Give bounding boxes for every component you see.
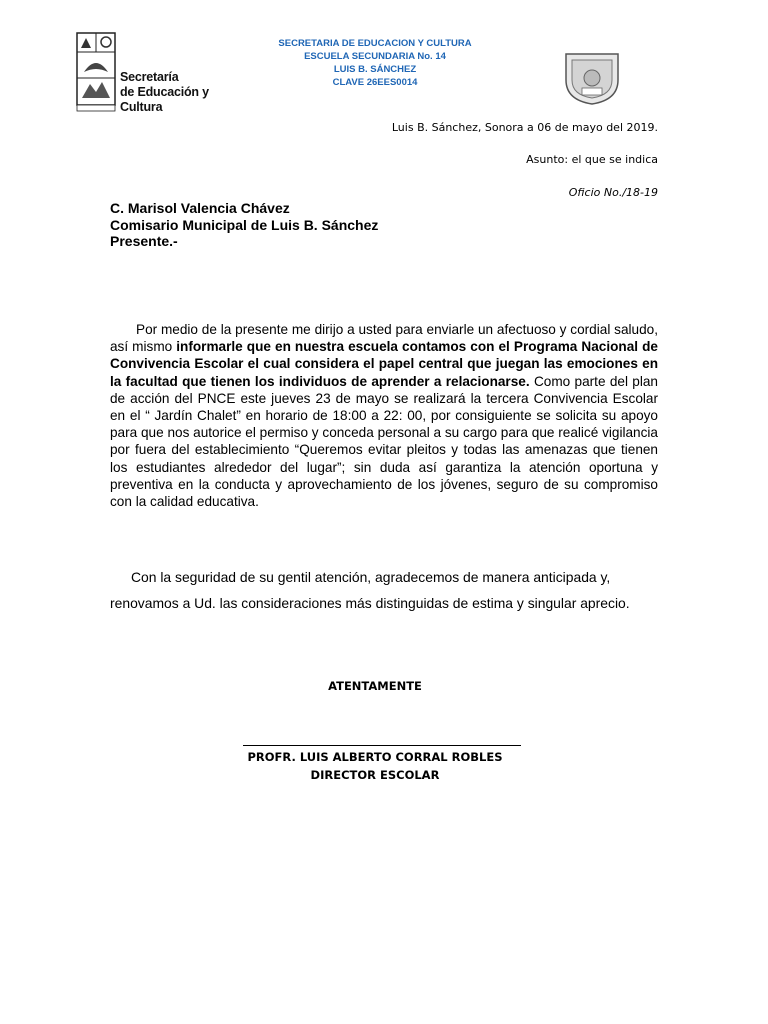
signature-line: [243, 745, 521, 746]
recipient-block: [110, 200, 378, 250]
body-paragraph-2: [110, 565, 658, 617]
signer-title: DIRECTOR ESCOLAR: [310, 768, 440, 782]
recipient-name: C. Marisol Valencia Chávez: [110, 200, 290, 216]
recipient-position: Comisario Municipal de Luis B. Sánchez: [110, 216, 379, 233]
school-seal-icon: [562, 50, 622, 106]
body-p1-bold: informarle que en nuestra escuela contamos con el Programa Nacional de Convivencia Escolar el cual considera el papel central que juegan las emociones en la facultad que tienen los individuos de aprender a relacionarse.: [110, 339, 658, 389]
sonora-crest-icon: [76, 32, 116, 112]
place-date: Luis B. Sánchez, Sonora a 06 de mayo del 2019.: [391, 121, 658, 134]
header-line3: LUIS B. SÁNCHEZ: [333, 64, 417, 75]
subject: Asunto: el que se indica: [526, 153, 658, 166]
body-p1-rest: Como parte del plan de acción del PNCE este jueves 23 de mayo se realizará la tercera Convivencia Escolar en el “ Jardín Chalet” en horario de 18:00 a 22: 00, por consiguiente se solicita su apoyo para que nos autorice el permiso y conceda personal a su cargo para que realicé vigilancia por fuera del establecimiento “Queremos evitar pleitos y todas las amenazas que tienen los estudiantes alrededor del lugar”; sin duda así garantiza la atención oportuna y preventiva en la conducta y aprovechamiento de los jóvenes, seguro de su compromiso con la calidad educativa.: [110, 373, 658, 510]
header-line4: CLAVE 26EES0014: [332, 77, 418, 88]
body-paragraph-1: [110, 321, 658, 510]
body-p2-text: Con la seguridad de su gentil atención, agradecemos de manera anticipada y, renovamos a Ud. las consideraciones más distinguidas de estima y singular aprecio.: [110, 569, 630, 611]
header-line1: SECRETARIA DE EDUCACION Y CULTURA: [278, 38, 472, 49]
header-line2: ESCUELA SECUNDARIA No. 14: [304, 51, 446, 62]
closing: ATENTAMENTE: [328, 679, 422, 693]
logo-line2: de Educación y Cultura: [120, 85, 209, 114]
sec-logo: [76, 32, 216, 112]
oficio-number: Oficio No./18-19: [568, 186, 658, 199]
recipient-presente: Presente.-: [110, 233, 178, 249]
signer-name: PROFR. LUIS ALBERTO CORRAL ROBLES: [247, 750, 503, 764]
logo-line1: Secretaría: [120, 70, 179, 84]
body-p1-start: Por medio de la presente me dirijo a usted para enviarle un afectuoso y cordial saludo, así mismo: [110, 322, 658, 355]
letterhead: [230, 37, 520, 89]
